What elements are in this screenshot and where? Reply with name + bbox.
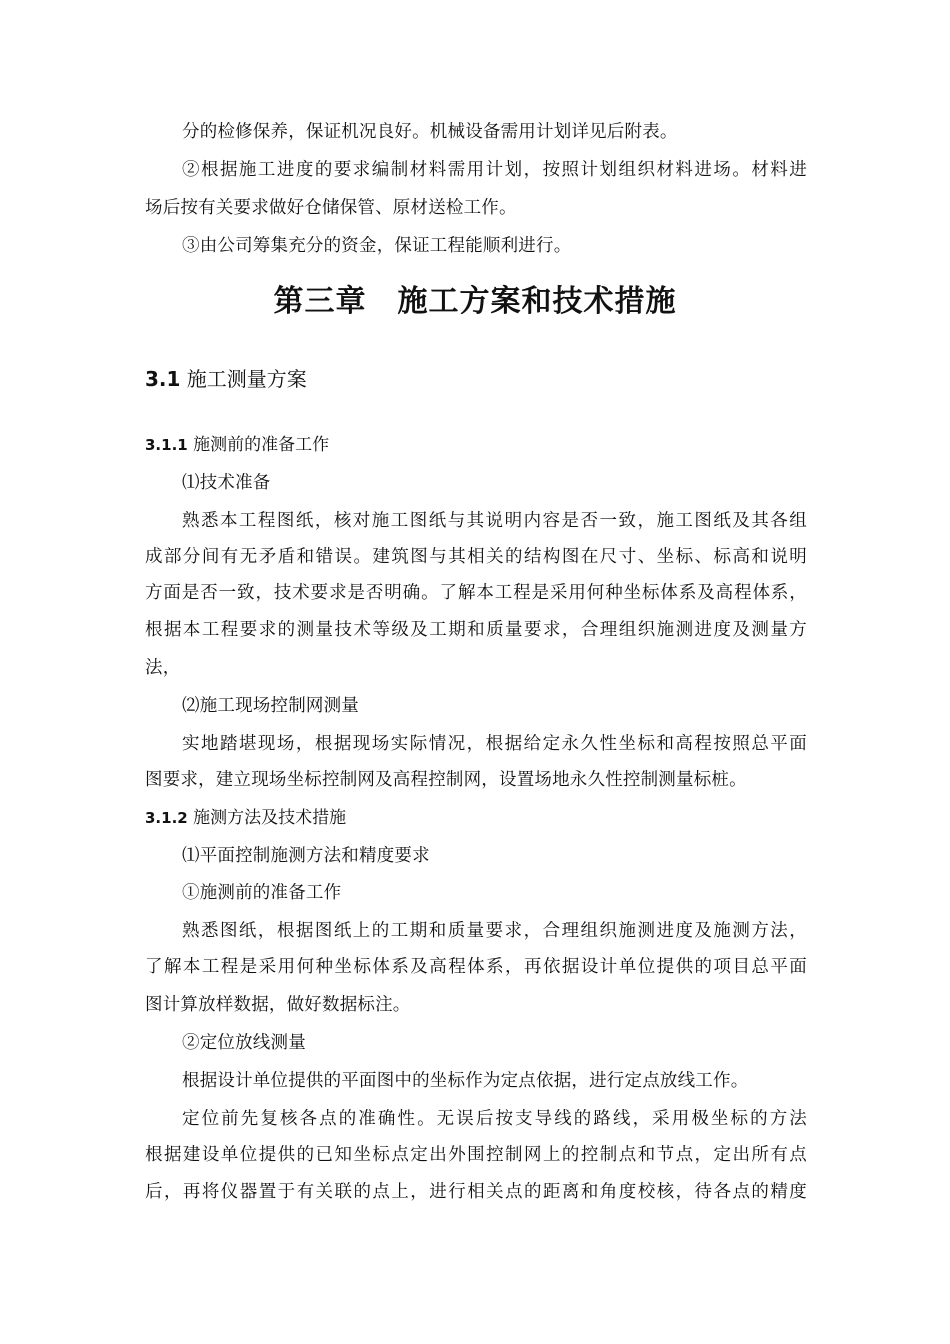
- paragraph-line: 根据建设单位提供的已知坐标点定出外围控制网上的控制点和节点，定出所有点: [145, 1145, 807, 1165]
- list-item-heading: ①施测前的准备工作: [182, 883, 342, 903]
- section-heading-3-1: [145, 366, 307, 392]
- paragraph-line: 分的检修保养，保证机况良好。机械设备需用计划详见后附表。: [182, 122, 678, 142]
- paragraph-line: ②根据施工进度的要求编制材料需用计划，按照计划组织材料进场。材料进: [182, 160, 807, 180]
- list-item-heading: ⑵施工现场控制网测量: [182, 696, 359, 716]
- paragraph-line: 定位前先复核各点的准确性。无误后按支导线的路线，采用极坐标的方法: [182, 1109, 807, 1129]
- paragraph-line: 熟悉图纸，根据图纸上的工期和质量要求，合理组织施测进度及施测方法，: [182, 921, 807, 941]
- subsection-number: 3.1.2: [145, 809, 188, 827]
- paragraph-line: 图计算放样数据，做好数据标注。: [145, 995, 411, 1015]
- paragraph-line: 熟悉本工程图纸，核对施工图纸与其说明内容是否一致，施工图纸及其各组: [182, 511, 807, 531]
- paragraph-line: 后，再将仪器置于有关联的点上，进行相关点的距离和角度校核，待各点的精度: [145, 1182, 807, 1202]
- subsection-title: 施测前的准备工作: [187, 435, 330, 455]
- section-number: 3.1: [145, 367, 181, 391]
- paragraph-line: 场后按有关要求做好仓储保管、原材送检工作。: [145, 198, 517, 218]
- paragraph-line: 了解本工程是采用何种坐标体系及高程体系，再依据设计单位提供的项目总平面: [145, 957, 807, 977]
- paragraph-line: 法，: [145, 658, 181, 678]
- paragraph-line: 成部分间有无矛盾和错误。建筑图与其相关的结构图在尺寸、坐标、标高和说明: [145, 547, 807, 567]
- subsection-heading-3-1-2: [145, 806, 346, 830]
- subsection-title: 施测方法及技术措施: [187, 808, 347, 828]
- paragraph-line: 图要求，建立现场坐标控制网及高程控制网，设置场地永久性控制测量标桩。: [145, 770, 747, 790]
- paragraph-line: 根据本工程要求的测量技术等级及工期和质量要求，合理组织施测进度及测量方: [145, 620, 807, 640]
- paragraph-line: 根据设计单位提供的平面图中的坐标作为定点依据，进行定点放线工作。: [182, 1071, 749, 1091]
- list-item-heading: ⑴技术准备: [182, 473, 271, 493]
- subsection-number: 3.1.1: [145, 436, 188, 454]
- subsection-heading-3-1-1: [145, 433, 329, 457]
- paragraph-line: 实地踏堪现场，根据现场实际情况，根据给定永久性坐标和高程按照总平面: [182, 734, 807, 754]
- paragraph-line: 方面是否一致，技术要求是否明确。了解本工程是采用何种坐标体系及高程体系，: [145, 583, 807, 603]
- paragraph-line: ③由公司筹集充分的资金，保证工程能顺利进行。: [182, 236, 572, 256]
- list-item-heading: ⑴平面控制施测方法和精度要求: [182, 846, 430, 866]
- section-title: 施工测量方案: [180, 367, 307, 391]
- chapter-title: 第三章 施工方案和技术措施: [273, 284, 677, 319]
- list-item-heading: ②定位放线测量: [182, 1033, 306, 1053]
